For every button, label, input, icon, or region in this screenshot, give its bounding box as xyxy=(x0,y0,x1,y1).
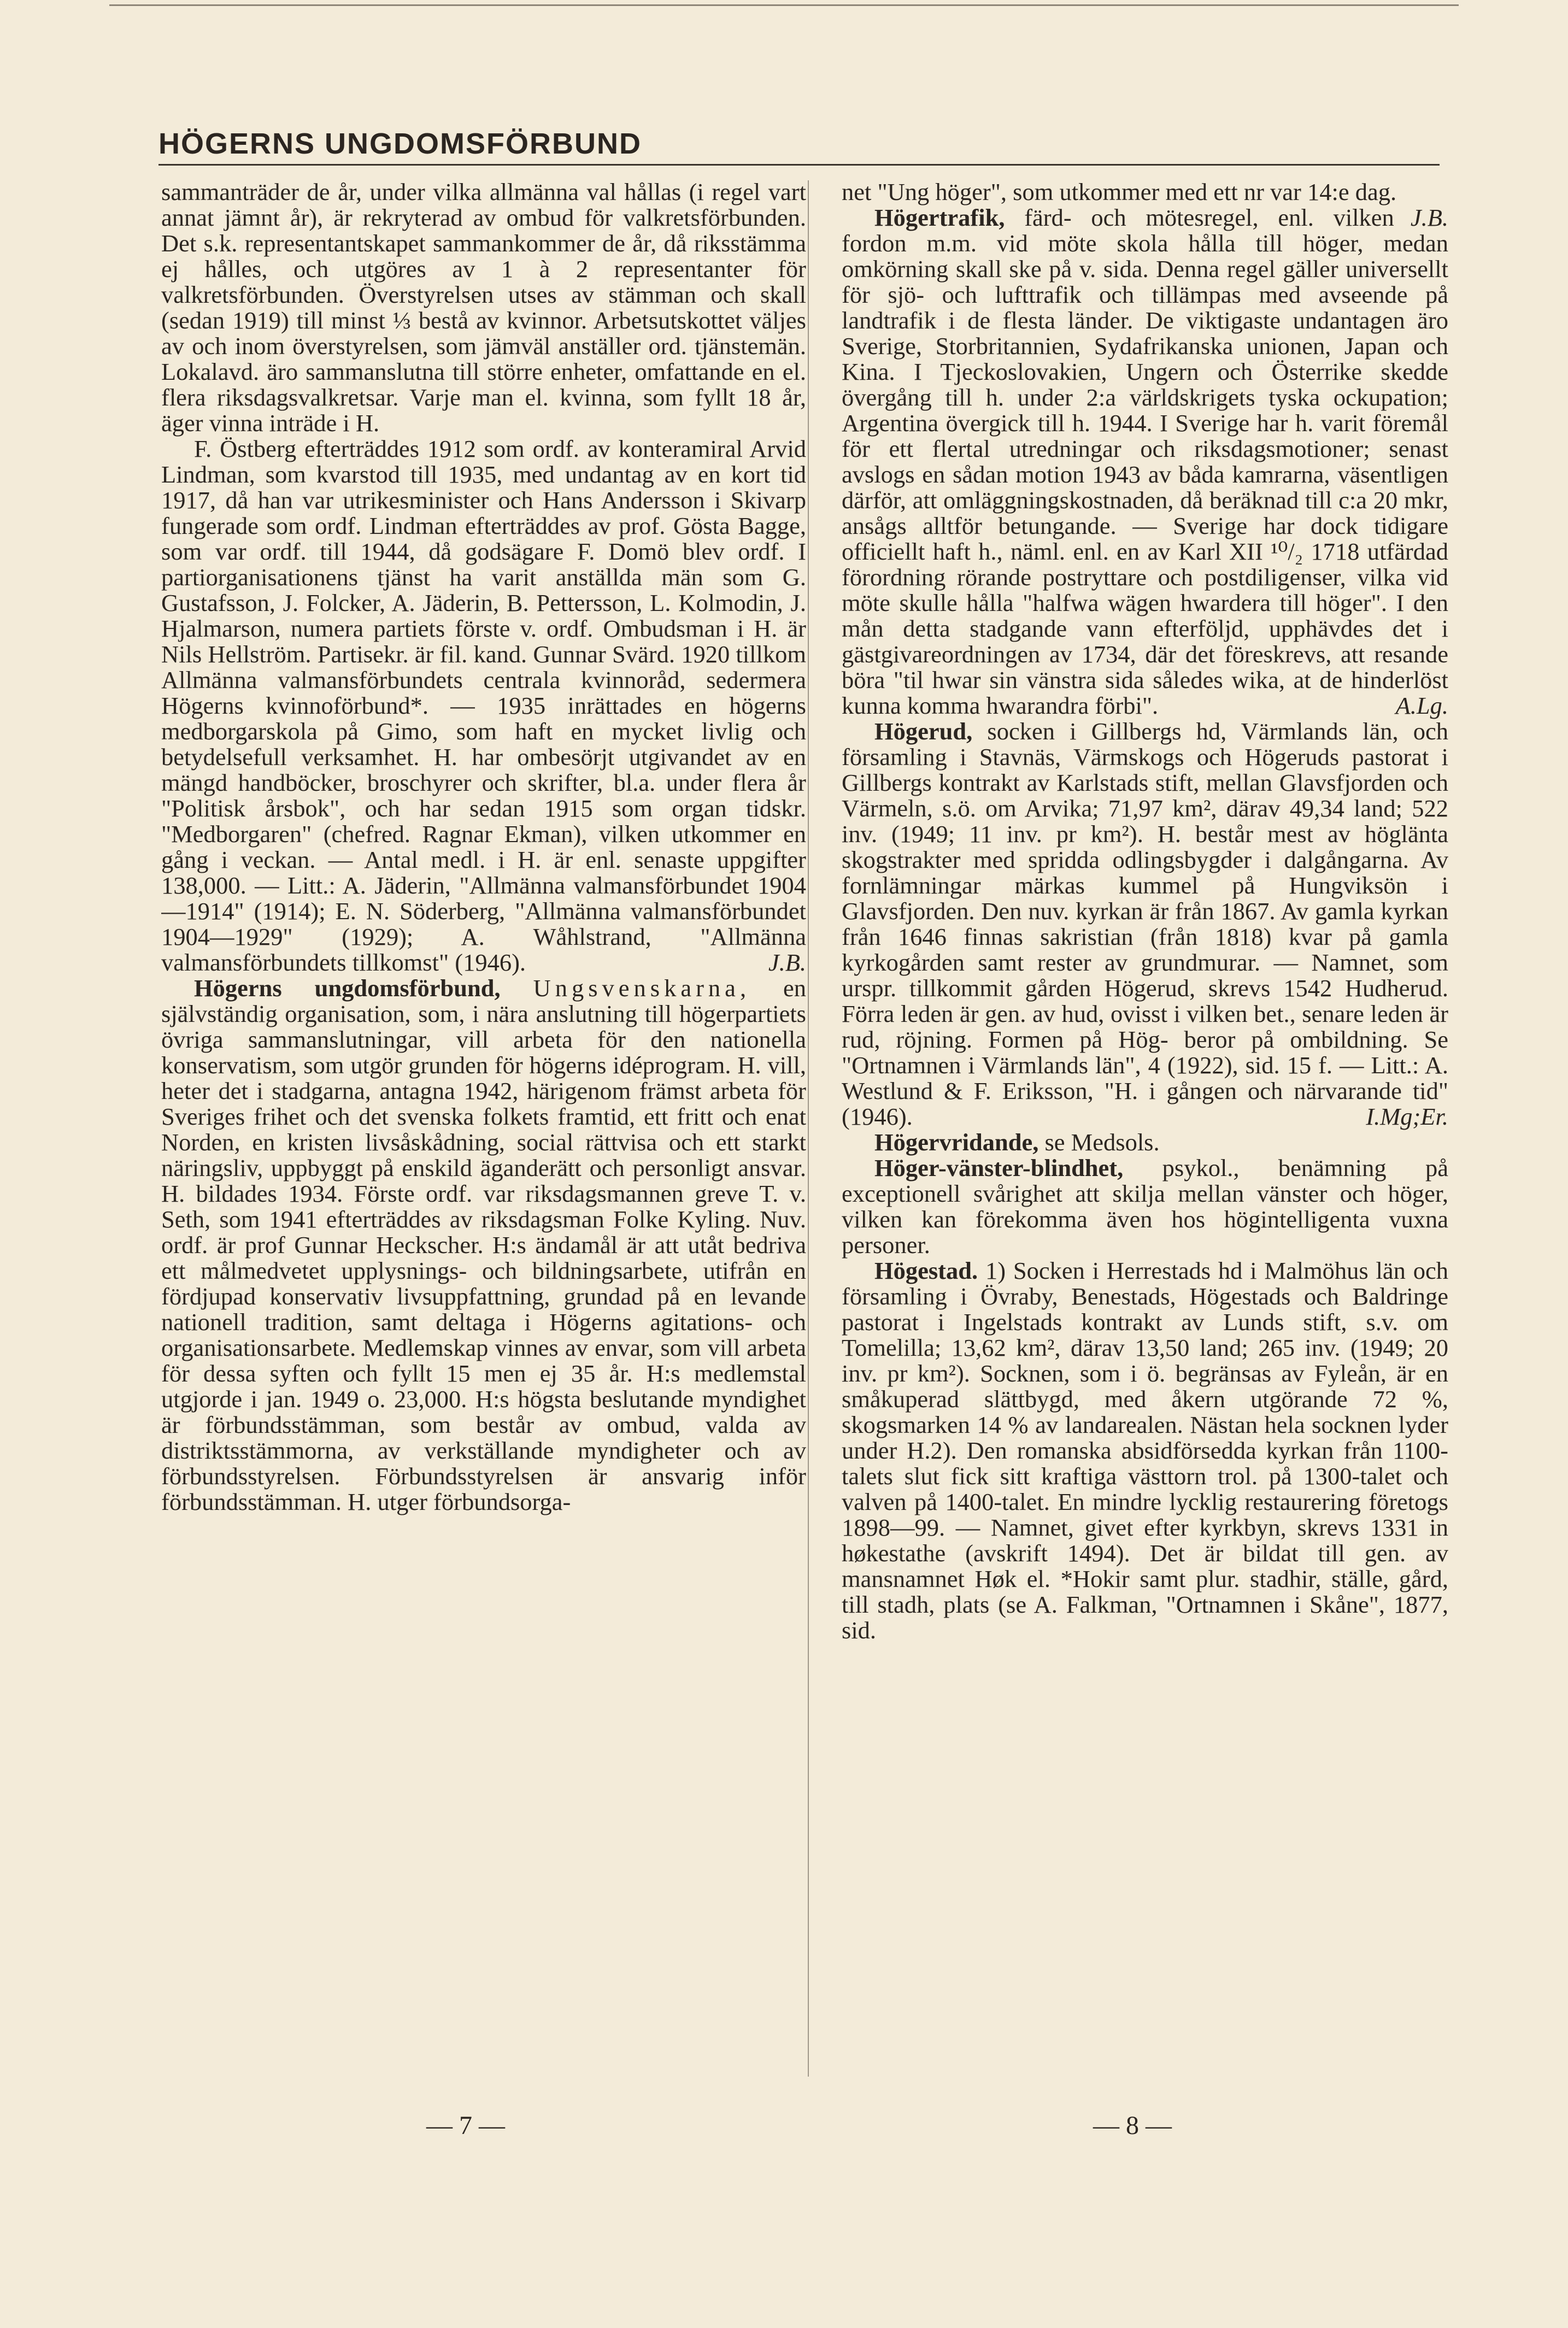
author-signature: J.B. xyxy=(768,949,806,976)
paragraph-text: 1) Socken i Herrestads hd i Malmöhus län och församling i Övraby, Benestads, Högestads och Baldringe pastorat i Ingelstads kontrakt av Lunds stift, s.v. om Tomelilla; 13,62 km², därav 13,50 land; 265 inv. (1949; 20 inv. pr km²). Socknen, som i ö. begränsas av Fyleån, är en småkuperad slättbygd, med åkern utgörande 72 %, skogsmarken 14 % av landarealen. Nästan hela socknen lyder under H.2). Den romanska absidförsedda kyrkan från 1100-talets slut fick sitt kraftiga västtorn trol. på 1300-talet och valven på 1400-talet. En mindre lycklig restaurering företogs 1898—99. — Namnet, givet efter kyrkbyn, skrevs 1331 in høkestathe (avskrift 1494). Det är bildat till gen. av mansnamnet Høk el. *Hokir samt plur. stadhir, ställe, gård, till stadh, plats (se A. Falkman, "Ortnamnen i Skåne", 1877, sid. xyxy=(842,1257,1448,1644)
paragraph-text: färd- och mötesregel, enl. vilken fordon m.m. vid möte skola hålla till höger, medan omkörning skall ske på v. sida. Denna regel gäller universellt för sjö- och lufttrafik och tillämpas med avseende på landtrafik i de flesta länder. De viktigaste undantagen äro Sverige, Storbritannien, Sydafrikanska unionen, Japan och Kina. I Tjeckoslovakien, Ungern och Österrike skedde övergång till h. under 2:a världskrigets tyska ockupation; Argentina övergick till h. 1944. I Sverige har h. varit föremål för ett flertal utredningar och riksdagsmotioner; senast avslogs en sådan motion 1943 av båda kamrarna, väsentligen därför, att omläggningskostnaden, då beräknad till c:a 20 mkr, ansågs alltför betungande. — Sverige har dock tidigare officiellt haft h., näml. enl. en av Karl XII ¹⁰/₂ 1718 utfärdad förordning rörande postryttare och postdiligenser, vilka vid möte skulle hålla "halfwa wägen hwardera till höger". I den mån detta stadgande vann efterföljd, upphävdes det i gästgivareordningen av 1734, där det föreskrevs, att resande böra "til hwar sin vänstra sida således wika, at de hinderlöst kunna komma hwarandra förbi". xyxy=(842,204,1448,719)
entry-headword: Högerud, xyxy=(874,718,973,745)
entry-headword: Högestad. xyxy=(874,1257,978,1284)
running-header: HÖGERNS UNGDOMSFÖRBUND xyxy=(158,127,642,160)
page-number-right: — 8 — xyxy=(1093,2111,1172,2140)
entry-paragraph xyxy=(842,205,1448,719)
header-rule xyxy=(158,164,1440,166)
top-edge-rule xyxy=(109,4,1459,6)
paragraph-text: net "Ung höger", som utkommer med ett nr var 14:e dag. xyxy=(842,179,1397,205)
entry-paragraph xyxy=(842,1258,1448,1643)
paragraph xyxy=(161,436,806,975)
paragraph xyxy=(161,179,806,436)
entry-paragraph xyxy=(842,1130,1448,1155)
page-number-left: — 7 — xyxy=(426,2111,505,2140)
entry-spaced-name: Ungsvenskarna, xyxy=(533,974,751,1002)
paragraph-text: se Medsols. xyxy=(1044,1128,1160,1156)
author-signature: A.Lg. xyxy=(1395,692,1448,719)
entry-paragraph xyxy=(842,1155,1448,1258)
paragraph-text: psykol., benämning på exceptionell svårighet att skilja mellan vänster och höger, vilken kan förekomma även hos högintelligenta vuxna personer. xyxy=(842,1154,1448,1259)
author-signature: I.Mg;Er. xyxy=(1366,1103,1448,1130)
right-column xyxy=(842,179,1448,2081)
entry-headword: Högerns ungdomsförbund, xyxy=(194,974,501,1002)
paragraph-text: F. Östberg efterträddes 1912 som ordf. av konteramiral Arvid Lindman, som kvarstod till 1935, med undantag av en kort tid 1917, då han var utrikesminister och Hans Andersson i Skivarp fungerade som ordf. Lindman efterträddes av prof. Gösta Bagge, som var ordf. till 1944, då godsägare F. Domö blev ordf. I partiorganisationens tjänst ha varit anställda män som G. Gustafsson, J. Folcker, A. Jäderin, B. Pettersson, L. Kolmodin, J. Hjalmarson, numera partiets förste v. ordf. Ombudsman i H. är Nils Hellström. Partisekr. är fil. kand. Gunnar Svärd. 1920 tillkom Allmänna valmansförbundets centrala kvinnoråd, sedermera Högerns kvinnoförbund*. — 1935 inrättades en högerns medborgarskola på Gimo, som haft en mycket livlig och betydelsefull verksamhet. H. har ombesörjt utgivandet av en mängd handböcker, broschyrer och skrifter, bl.a. under flera år "Politisk årsbok", och har sedan 1915 som organ tidskr. "Medborgaren" (chefred. Ragnar Ekman), vilken utkommer en gång i veckan. — Antal medl. i H. är enl. senaste uppgifter 138,000. — Litt.: A. Jäderin, "Allmänna valmansförbundet 1904—1914" (1914); E. N. Söderberg, "Allmänna valmansförbundet 1904—1929" (1929); A. Wåhlstrand, "Allmänna valmansförbundets tillkomst" (1946). xyxy=(161,435,806,976)
entry-paragraph xyxy=(842,719,1448,1130)
entry-paragraph xyxy=(161,975,806,1515)
entry-headword: Höger-vänster-blindhet, xyxy=(874,1154,1124,1181)
column-divider xyxy=(808,180,809,2077)
paragraph-text: socken i Gillbergs hd, Värmlands län, och församling i Stavnäs, Värmskogs och Högeruds pastorat i Gillbergs kontrakt av Karlstads stift, mellan Glavsfjorden och Värmeln, s.ö. om Arvika; 71,97 km², därav 49,34 land; 522 inv. (1949; 11 inv. pr km²). H. består mest av höglänta skogstrakter med spridda odlingsbygder i dalgångarna. Av fornlämningar märkas kummel på Hungviksön i Glavsfjorden. Den nuv. kyrkan är från 1867. Av gamla kyrkan från 1646 finnas sakristian (från 1818) kvar på gamla kyrkogården samt rester av grundmurar. — Namnet, som urspr. tillkommit gården Högerud, skrevs 1542 Hudherud. Förra leden är gen. av hud, ovisst i vilken bet., senare leden är rud, röjning. Formen på Hög- beror på ombildning. Se "Ortnamnen i Värmlands län", 4 (1922), sid. 15 f. — Litt.: A. Westlund & F. Eriksson, "H. i gången och närvarande tid" (1946). xyxy=(842,718,1448,1130)
entry-headword: Högervridande, xyxy=(874,1128,1039,1156)
entry-headword: Högertrafik, xyxy=(874,204,1005,231)
paragraph-text: en självständig organisation, som, i nära anslutning till högerpartiets övriga sammanslutningar, vill arbeta för den nationella konservatism, som utgör grunden för högerns idéprogram. H. vill, heter det i stadgarna, antagna 1942, härigenom främst arbeta för Sveriges frihet och det svenska folkets framtid, ett fritt och enat Norden, en kristen livsåskådning, social rättvisa och ett starkt näringsliv, uppbyggt på enskild äganderätt och personligt ansvar. H. bildades 1934. Förste ordf. var riksdagsmannen greve T. v. Seth, som 1941 efterträddes av riksdagsman Folke Kyling. Nuv. ordf. är prof Gunnar Heckscher. H:s ändamål är att utåt bedriva ett målmedvetet upplysnings- och bildningsarbete, utifrån en fördjupad konservativ livsuppfattning, grundad på en levande nationell tradition, samt deltaga i Högerns agitations- och organisationsarbete. Medlemskap vinnes av envar, som vill arbeta för dessa syften och fyllt 15 men ej 35 år. H:s medlemstal utgjorde i jan. 1949 o. 23,000. H:s högsta beslutande myndighet är förbundsstämman, som består av ombud, valda av distriktsstämmorna, av verkställande myndigheter och av förbundsstyrelsen. Förbundsstyrelsen är ansvarig inför förbundsstämman. H. utger förbundsorga- xyxy=(161,974,806,1515)
paragraph-text: sammanträder de år, under vilka allmänna val hållas (i regel vart annat jämnt år), är rekryterad av ombud för valkretsförbunden. Det s.k. representantskapet sammankommer de år, då riksstämma ej hålles, och utgöres av 1 à 2 representanter för valkretsförbunden. Överstyrelsen utses av stämman och skall (sedan 1919) till minst ⅓ bestå av kvinnor. Arbetsutskottet väljes av och inom överstyrelsen, som jämväl anställer ord. tjänstemän. Lokalavd. äro sammanslutna till större enheter, omfattande en el. flera riksdagsvalkretsar. Varje man el. kvinna, som fyllt 18 år, äger vinna inträde i H. xyxy=(161,179,806,437)
author-signature: J.B. xyxy=(1410,204,1448,231)
left-column xyxy=(161,179,806,2081)
